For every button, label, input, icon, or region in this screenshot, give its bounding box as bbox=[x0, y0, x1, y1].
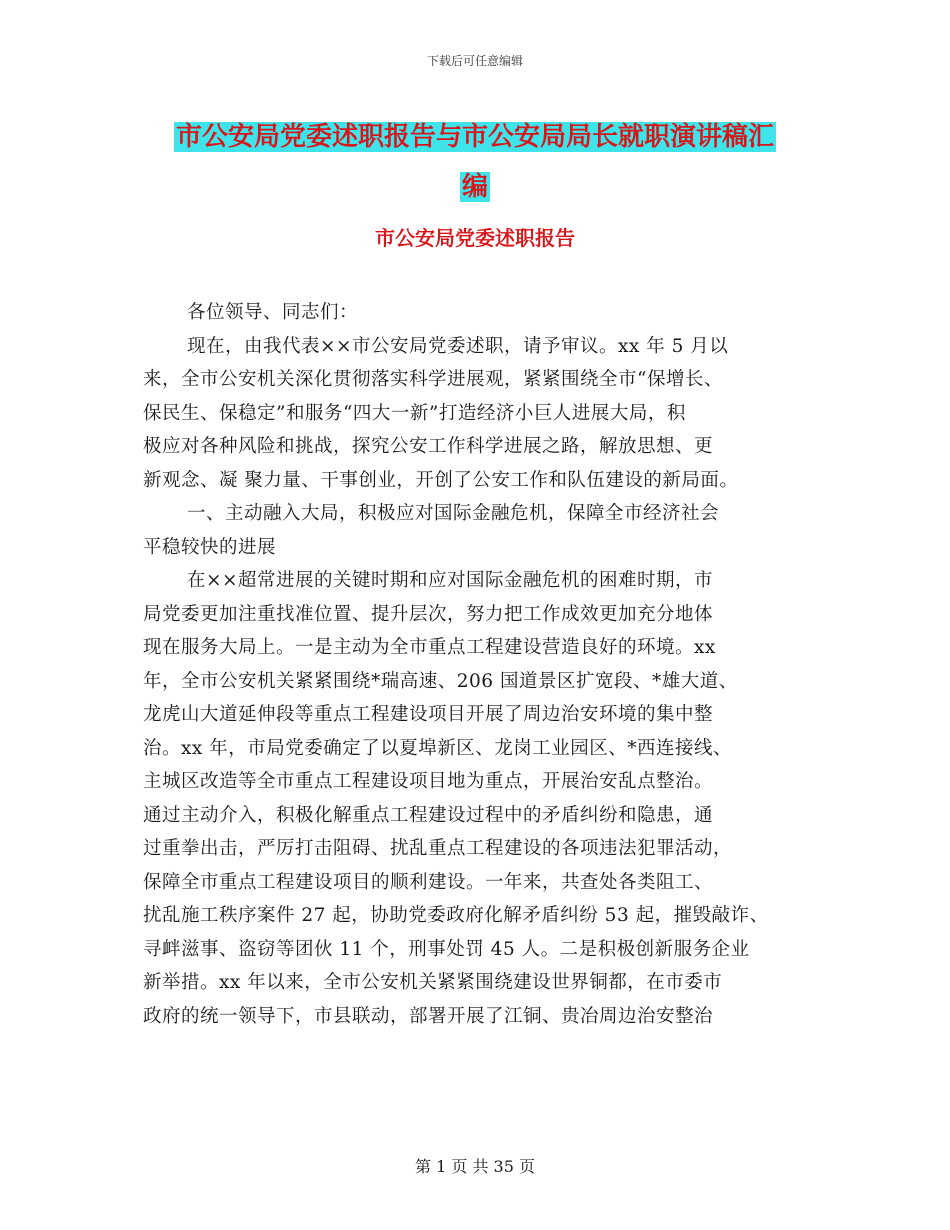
body-line: 保民生、保稳定”和服务“四大一新”打造经济小巨人进展大局，积 bbox=[143, 402, 686, 424]
body-line: 极应对各种风险和挑战，探究公安工作科学进展之路，解放思想、更 bbox=[143, 436, 714, 457]
body-line: 来，全市公安机关深化贯彻落实科学进展观，紧紧围绕全市“保增长、 bbox=[143, 369, 723, 390]
header-note: 下载后可任意编辑 bbox=[426, 54, 523, 68]
body-line: 年，全市公安机关紧紧围绕*瑞高速、206 国道景区扩宽段、*雄大道、 bbox=[143, 670, 738, 692]
body-line: 扰乱施工秩序案件 27 起，协助党委政府化解矛盾纠纷 53 起，摧毁敲诈、 bbox=[143, 905, 769, 926]
body-line: 治。xx 年，市局党委确定了以夏埠新区、龙岗工业园区、*西连接线、 bbox=[143, 737, 732, 759]
body-line: 保障全市重点工程建设项目的顺利建设。一年来，共查处各类阻工、 bbox=[143, 871, 714, 893]
body-line: 新举措。xx 年以来，全市公安机关紧紧围绕建设世界铜都，在市委市 bbox=[143, 972, 723, 993]
document-body bbox=[143, 296, 813, 1033]
body-line: 各位领导、同志们： bbox=[187, 302, 359, 323]
title-line-1: 市公安局党委述职报告与市公安局局长就职演讲稿汇 bbox=[175, 122, 774, 152]
title-line-2: 编 bbox=[461, 172, 488, 202]
page-footer: 第 1 页 共 35 页 bbox=[415, 1157, 535, 1176]
body-line: 现在，由我代表××市公安局党委述职，请予审议。xx 年 5 月以 bbox=[187, 335, 729, 357]
body-line: 局党委更加注重找准位置、提升层次，努力把工作成效更加充分地体 bbox=[143, 603, 714, 625]
section-title: 市公安局党委述职报告 bbox=[375, 226, 575, 250]
body-line: 新观念、凝 聚力量、干事创业，开创了公安工作和队伍建设的新局面。 bbox=[143, 469, 739, 491]
body-line: 寻衅滋事、盗窃等团伙 11 个，刑事处罚 45 人。二是积极创新服务企业 bbox=[143, 938, 750, 960]
document-title bbox=[100, 112, 850, 212]
body-line: 龙虎山大道延伸段等重点工程建设项目开展了周边治安环境的集中整 bbox=[143, 704, 714, 725]
body-line: 主城区改造等全市重点工程建设项目地为重点，开展治安乱点整治。 bbox=[143, 771, 714, 792]
body-line: 平稳较快的进展 bbox=[143, 536, 277, 558]
body-line: 过重拳出击，严厉打击阻碍、扰乱重点工程建设的各项违法犯罪活动， bbox=[143, 838, 733, 859]
body-line: 现在服务大局上。一是主动为全市重点工程建设营造良好的环境。xx bbox=[143, 637, 716, 658]
body-line: 在××超常进展的关键时期和应对国际金融危机的困难时期，市 bbox=[187, 570, 714, 591]
body-line: 一、主动融入大局，积极应对国际金融危机，保障全市经济社会 bbox=[187, 503, 720, 524]
body-line: 政府的统一领导下，市县联动，部署开展了江铜、贵冶周边治安整治 bbox=[143, 1005, 714, 1027]
body-line: 通过主动介入，积极化解重点工程建设过程中的矛盾纠纷和隐患，通 bbox=[143, 804, 714, 826]
